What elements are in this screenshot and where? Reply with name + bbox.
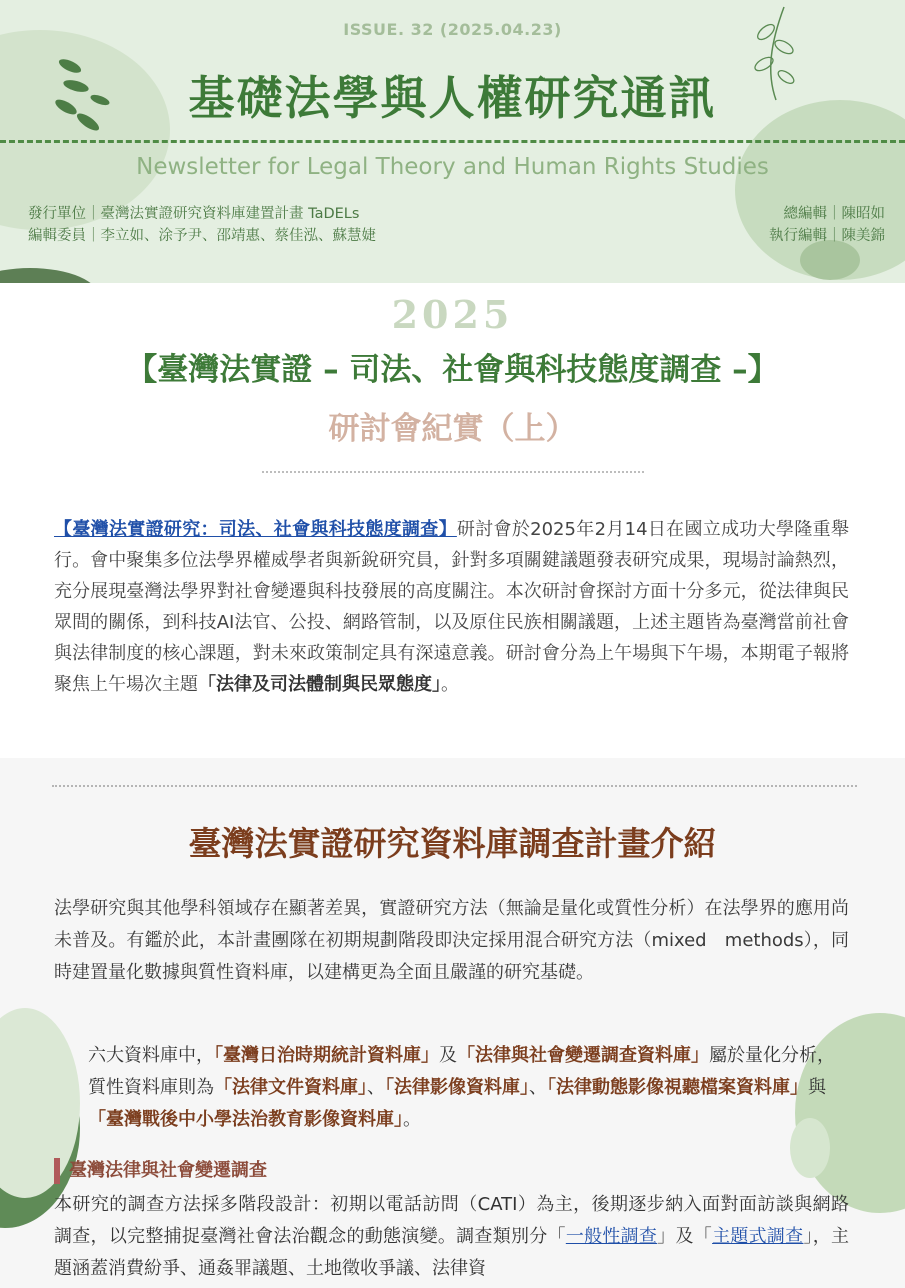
database-list-paragraph	[88, 1040, 848, 1136]
newsletter-header	[0, 0, 905, 283]
text-fragment: 與	[808, 1077, 826, 1098]
subsection-heading: 臺灣法律與社會變遷調查	[54, 1158, 569, 1184]
general-survey-link[interactable]: 一般性調查	[565, 1226, 658, 1247]
database-name: 「法律影像資料庫」	[385, 1077, 529, 1098]
database-name: 「臺灣日治時期統計資料庫」	[214, 1045, 439, 1066]
dotted-divider	[262, 471, 644, 473]
dotted-divider	[52, 785, 857, 787]
text-fragment: 、	[529, 1077, 547, 1098]
text-fragment: 」及「	[657, 1226, 713, 1247]
conference-link[interactable]: 【臺灣法實證研究：司法、社會與科技態度調查】	[54, 519, 457, 540]
database-name: 「法律動態影像視聽檔案資料庫」	[547, 1077, 808, 1098]
text-fragment: 屬於量化分析，質性資料庫則為	[88, 1045, 835, 1098]
text-fragment: 」，主題涵蓋消費紛爭、通姦罪議題、土地徵收爭議、法律資	[54, 1226, 850, 1279]
section-title: 臺灣法實證研究資料庫調查計畫介紹	[188, 824, 717, 863]
publisher: 發行單位｜臺灣法實證研究資料庫建置計畫 TaDELs	[28, 206, 360, 222]
newsletter-title-en: Newsletter for Legal Theory and Human Rights Studies	[136, 154, 769, 180]
survey-paragraph	[54, 1189, 849, 1285]
dashed-divider	[0, 140, 905, 143]
thematic-survey-link[interactable]: 主題式調查	[712, 1226, 804, 1247]
intro-end: 。	[441, 674, 459, 695]
event-title: 【臺灣法實證 – 司法、社會與科技態度調查 –】	[126, 352, 779, 388]
text-fragment: 。	[403, 1109, 421, 1130]
database-name: 「法律與社會變遷調查資料庫」	[457, 1045, 709, 1066]
editor-info	[769, 203, 885, 247]
database-name: 「臺灣戰後中小學法治教育影像資料庫」	[88, 1109, 403, 1130]
decor-blob	[0, 268, 100, 283]
chief-editor: 總編輯｜陳昭如	[783, 206, 885, 222]
intro-theme: 「法律及司法體制與民眾態度」	[198, 674, 441, 695]
editorial-committee: 編輯委員｜李立如、涂予尹、邵靖惠、蔡佳泓、蘇慧婕	[28, 228, 376, 244]
text-fragment: 本研究的調查方法採多階段設計：初期以電話訪問（CATI）為主，後期逐步納入面對面訪談與網路調查，以完整捕捉臺灣社會法治觀念的動態演變。調查類別分「	[54, 1194, 849, 1247]
methods-paragraph: 法學研究與其他學科領域存在顯著差異，實證研究方法（無論是量化或質性分析）在法學界的應用尚未普及。有鑑於此，本計畫團隊在初期規劃階段即決定採用混合研究方法（mixed methods），同時建置量化數據與質性資料庫，以建構更為全面且嚴謹的研究基礎。	[54, 898, 849, 983]
intro-paragraph	[54, 514, 849, 700]
text-fragment: 、	[367, 1077, 385, 1098]
event-year: 2025	[391, 292, 514, 337]
text-fragment: 及	[439, 1045, 457, 1066]
text-fragment: 六大資料庫中，	[88, 1045, 214, 1066]
issue-number: ISSUE. 32 (2025.04.23)	[343, 20, 562, 39]
database-name: 「法律文件資料庫」	[214, 1077, 367, 1098]
intro-text: 研討會於2025年2月14日在國立成功大學隆重舉行。會中聚集多位法學界權威學者與新銳研究員，針對多項關鍵議題發表研究成果，現場討論熱烈，充分展現臺灣法學界對社會變遷與科技發展的高度關注。本次研討會探討方面十分多元，從法律與民眾間的關係，到科技AI法官、公投、網路管制，以及原住民族相關議題，上述主題皆為臺灣當前社會與法律制度的核心課題，對未來政策制定具有深遠意義。研討會分為上午場與下午場，本期電子報將聚焦上午場次主題	[54, 519, 849, 695]
publisher-info	[28, 203, 376, 247]
executive-editor: 執行編輯｜陳美錦	[769, 228, 885, 244]
newsletter-title: 基礎法學與人權研究通訊	[188, 71, 717, 125]
event-subtitle: 研討會紀實（上）	[328, 411, 577, 447]
